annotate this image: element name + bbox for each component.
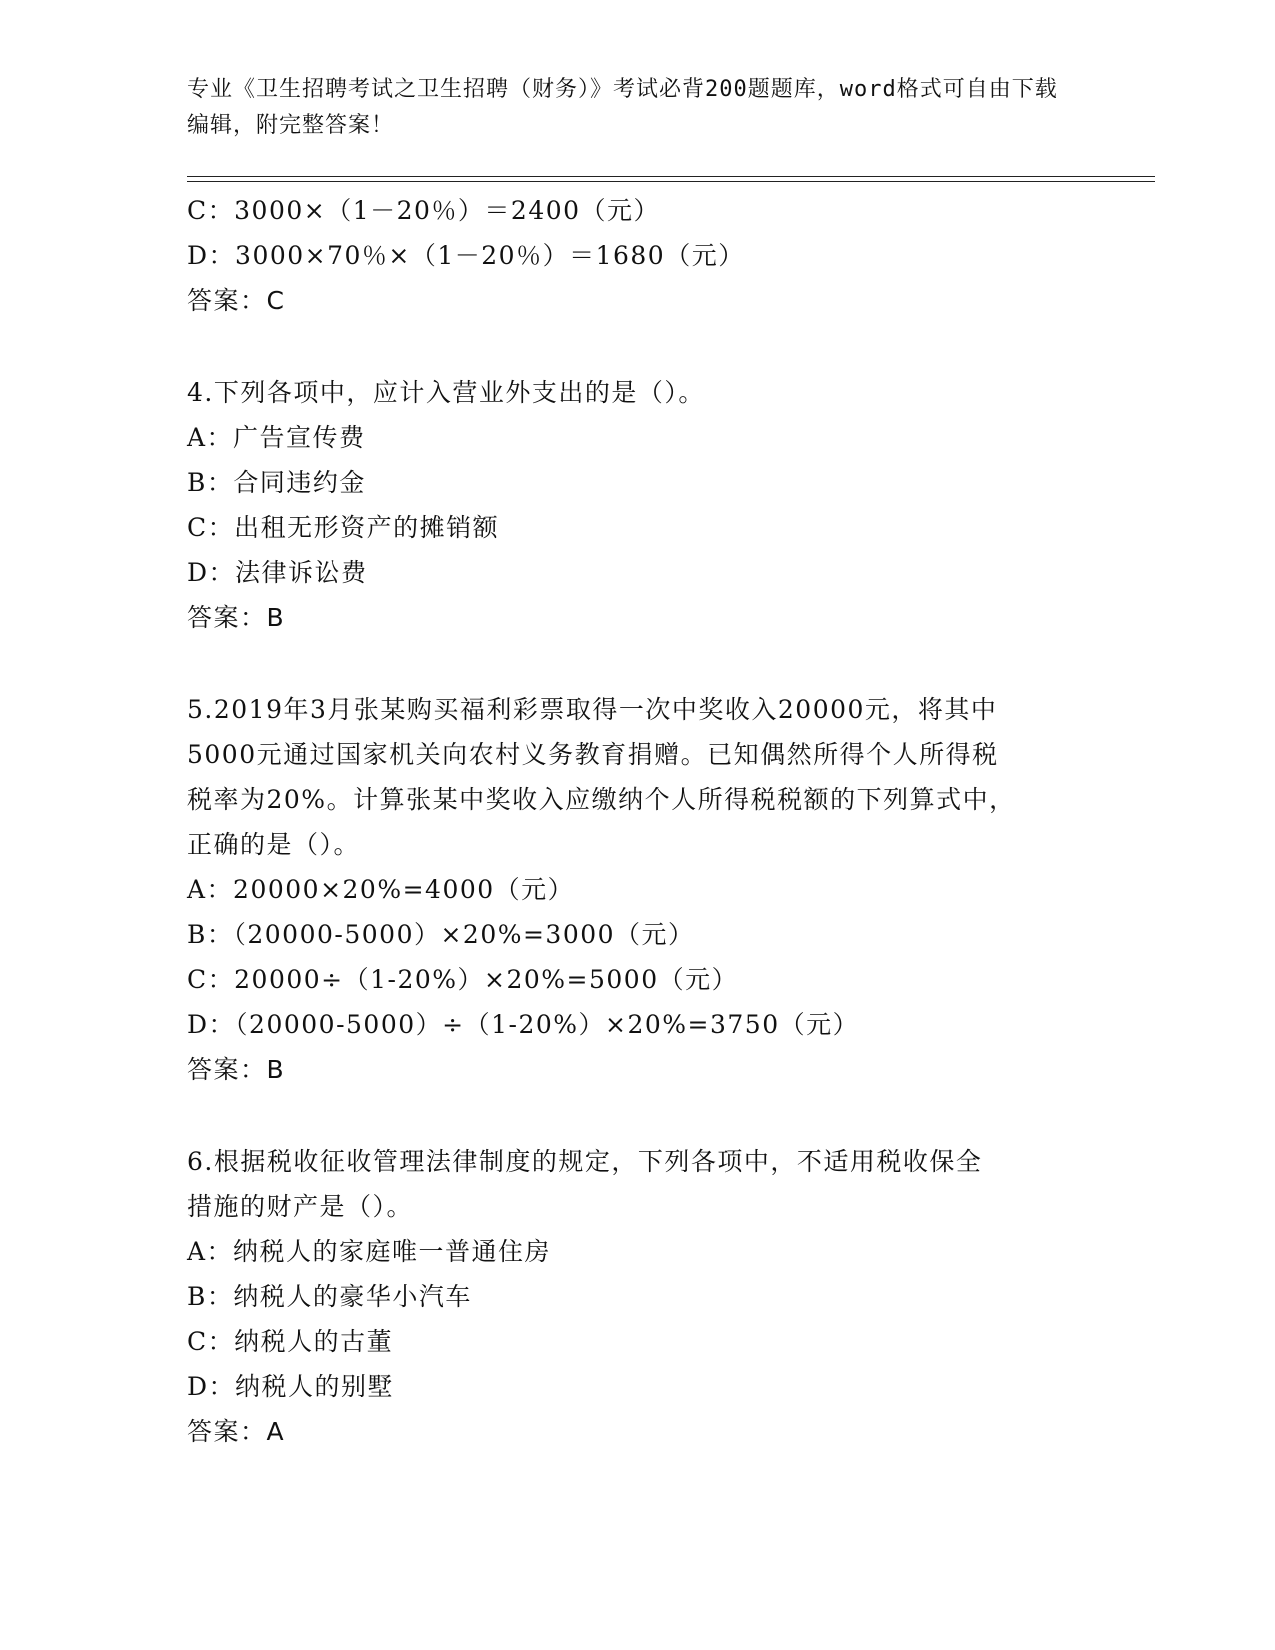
- q5-question-line-2: 5000元通过国家机关向农村义务教育捐赠。已知偶然所得个人所得税: [187, 740, 999, 769]
- spacer: [187, 640, 1087, 687]
- q5-option-b: B：（20000-5000）×20%=3000（元）: [187, 920, 695, 949]
- q4-answer: 答案：B: [187, 603, 286, 632]
- q5-option-d: D：（20000-5000）÷（1-20%）×20%=3750（元）: [187, 1010, 860, 1039]
- q5-question-line-3: 税率为20%。计算张某中奖收入应缴纳个人所得税税额的下列算式中，: [187, 785, 1016, 814]
- q5-option-a: A：20000×20%=4000（元）: [187, 875, 575, 904]
- q6-answer: 答案：A: [187, 1417, 286, 1446]
- q4-option-a: A：广告宣传费: [187, 423, 366, 452]
- q4-option-c: C：出租无形资产的摊销额: [187, 513, 500, 542]
- spacer: [187, 323, 1087, 370]
- q4-option-d: D：法律诉讼费: [187, 558, 368, 587]
- header-rule-bottom: [187, 181, 1155, 182]
- q5-question-line-4: 正确的是（）。: [187, 830, 361, 859]
- question-list: [187, 188, 1087, 1454]
- q4-option-b: B：合同违约金: [187, 468, 366, 497]
- q6-question-line-1: 6.根据税收征收管理法律制度的规定，下列各项中，不适用税收保全: [187, 1147, 983, 1176]
- q6-question-line-2: 措施的财产是（）。: [187, 1192, 414, 1221]
- q6-option-b: B：纳税人的豪华小汽车: [187, 1282, 472, 1311]
- document-header: 专业《卫生招聘考试之卫生招聘（财务）》考试必背200题题库，word格式可自由下载编辑，附完整答案！: [187, 77, 1058, 138]
- q3-answer: 答案：C: [187, 286, 286, 315]
- spacer: [187, 1092, 1087, 1139]
- q3-option-c: C：3000×（1－20％）＝2400（元）: [187, 196, 661, 225]
- q5-answer: 答案：B: [187, 1055, 286, 1084]
- q4-question: 4.下列各项中，应计入营业外支出的是（）。: [187, 378, 705, 407]
- q3-option-d: D：3000×70％×（1－20％）＝1680（元）: [187, 241, 745, 270]
- q5-question-line-1: 5.2019年3月张某购买福利彩票取得一次中奖收入20000元，将其中: [187, 695, 998, 724]
- q5-option-c: C：20000÷（1-20%）×20%=5000（元）: [187, 965, 739, 994]
- header-rule-top: [187, 176, 1155, 177]
- q6-option-c: C：纳税人的古董: [187, 1327, 394, 1356]
- q6-option-a: A：纳税人的家庭唯一普通住房: [187, 1237, 552, 1266]
- q6-option-d: D：纳税人的别墅: [187, 1372, 395, 1401]
